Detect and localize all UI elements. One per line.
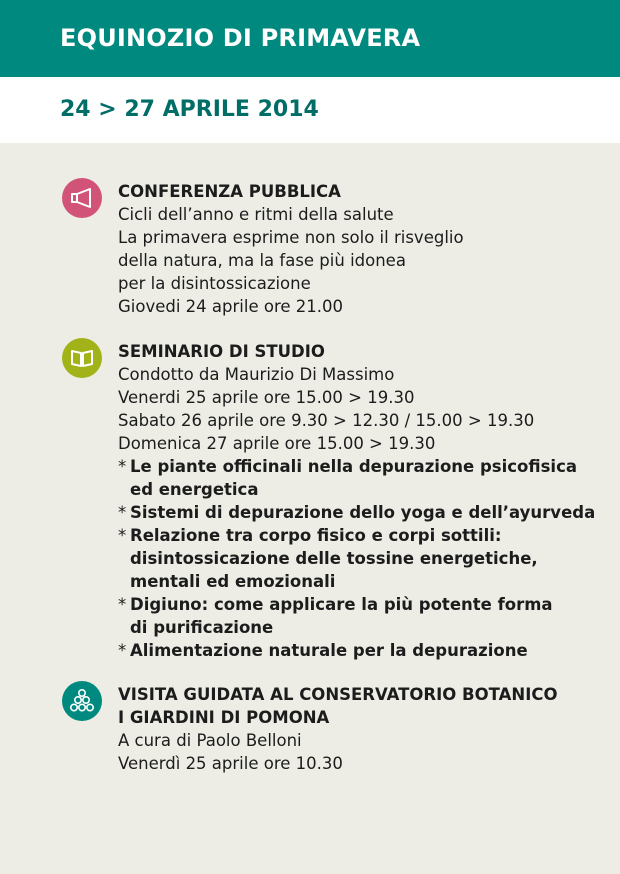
topic-text: * Alimentazione naturale per la depurazione xyxy=(130,641,528,660)
topic-item xyxy=(118,524,595,593)
section-title: CONFERENZA PUBBLICA xyxy=(118,182,341,201)
book-icon xyxy=(62,338,102,378)
circles-icon xyxy=(62,681,102,721)
section-line: della natura, ma la fase più idonea xyxy=(118,251,406,270)
header-bar xyxy=(0,0,620,77)
section-title: SEMINARIO DI STUDIO xyxy=(118,342,325,361)
section-seminario xyxy=(118,340,595,662)
topic-text: ed energetica xyxy=(130,480,259,499)
section-line: Cicli dell’anno e ritmi della salute xyxy=(118,205,394,224)
section-conferenza xyxy=(118,180,464,318)
topic-text: di purificazione xyxy=(130,618,274,637)
section-title: VISITA GUIDATA AL CONSERVATORIO BOTANICO xyxy=(118,685,558,704)
topic-item xyxy=(118,593,595,639)
topic-text: mentali ed emozionali xyxy=(130,572,336,591)
topic-text: disintossicazione delle tossine energetiche, xyxy=(130,549,538,568)
section-line: La primavera esprime non solo il risveglio xyxy=(118,228,464,247)
section-date: Venerdì 25 aprile ore 10.30 xyxy=(118,754,343,773)
section-title: I GIARDINI DI POMONA xyxy=(118,708,330,727)
section-date: Giovedi 24 aprile ore 21.00 xyxy=(118,297,344,316)
section-line: Sabato 26 aprile ore 9.30 > 12.30 / 15.00 > 19.30 xyxy=(118,411,535,430)
section-line: per la disintossicazione xyxy=(118,274,311,293)
topic-text: * Digiuno: come applicare la più potente forma xyxy=(130,595,553,614)
page-title: EQUINOZIO DI PRIMAVERA xyxy=(60,24,421,52)
event-dates: 24 > 27 APRILE 2014 xyxy=(60,97,319,122)
section-line: A cura di Paolo Belloni xyxy=(118,731,302,750)
topic-text: * Relazione tra corpo fisico e corpi sottili: xyxy=(130,526,502,545)
section-visita xyxy=(118,683,557,775)
section-line: Condotto da Maurizio Di Massimo xyxy=(118,365,395,384)
section-line: Domenica 27 aprile ore 15.00 > 19.30 xyxy=(118,434,436,453)
section-line: Venerdi 25 aprile ore 15.00 > 19.30 xyxy=(118,388,415,407)
megaphone-icon xyxy=(62,178,102,218)
topic-item xyxy=(118,455,595,501)
topic-text: * Le piante officinali nella depurazione psicofisica xyxy=(130,457,577,476)
topic-item xyxy=(118,639,595,662)
topic-item xyxy=(118,501,595,524)
topic-list xyxy=(118,455,595,662)
date-bar xyxy=(0,77,620,143)
topic-text: * Sistemi di depurazione dello yoga e dell’ayurveda xyxy=(130,503,596,522)
